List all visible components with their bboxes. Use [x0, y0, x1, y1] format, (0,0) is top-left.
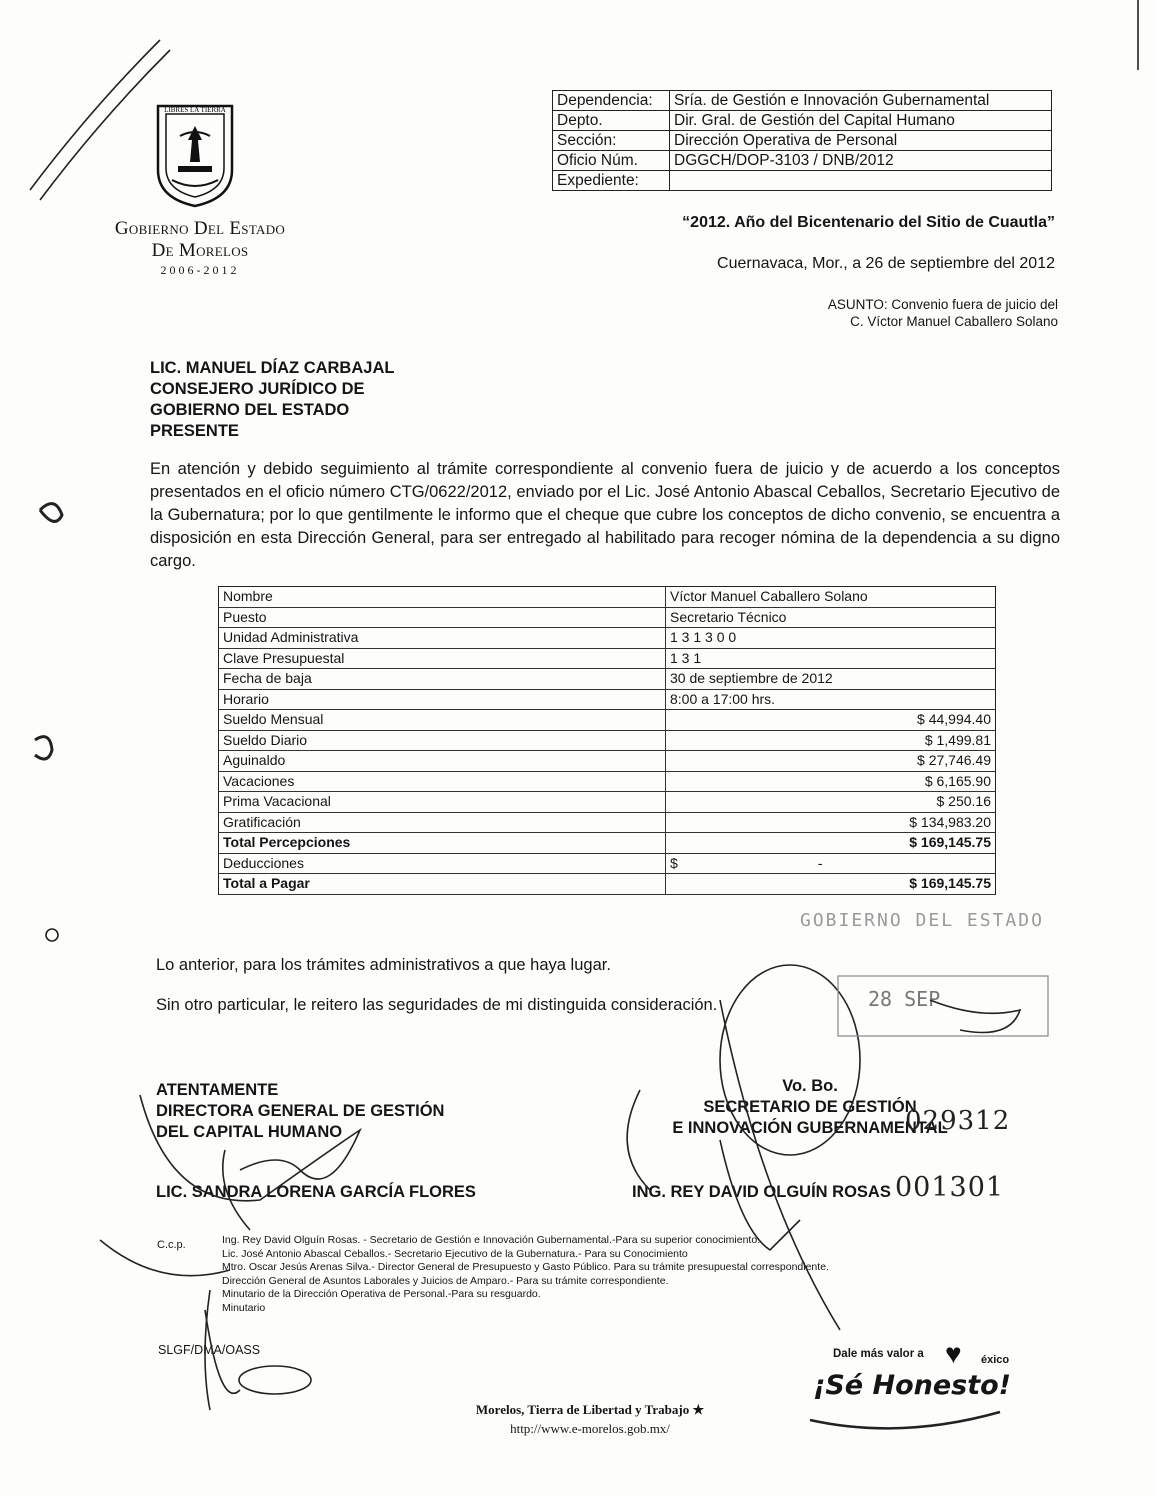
table-row-label: Vacaciones: [219, 771, 666, 792]
reference-label: Expediente:: [553, 171, 670, 191]
table-row-value: $ 134,983.20: [666, 812, 996, 833]
table-row: [219, 587, 996, 608]
table-row: [219, 853, 996, 874]
reference-label: Depto.: [553, 111, 670, 131]
signer-left-name: LIC. SANDRA LORENA GARCÍA FLORES: [156, 1183, 476, 1201]
table-row-label: Unidad Administrativa: [219, 628, 666, 649]
signature-block-left: [156, 1080, 444, 1143]
table-row: [219, 689, 996, 710]
punch-hole-mark: [40, 504, 62, 522]
stamp-number-1: 029312: [905, 1106, 1011, 1136]
reference-value: Dir. Gral. de Gestión del Capital Humano: [670, 111, 1052, 131]
body-paragraph: En atención y debido seguimiento al trámite correspondiente al convenio fuera de juicio y de acuerdo a los conceptos presentados en el oficio número CTG/0622/2012, enviado por el Lic. José Antonio Abascal Ceballos, Secretario Ejecutivo de la Gubernatura; por lo que gentilmente le informo que el cheque que cubre los conceptos de dicho convenio, se encuentra a disposición en esta Dirección General, para ser entregado al habilitado para recoger nómina de la dependencia a su digno cargo.: [150, 460, 1060, 570]
table-row-label: Gratificación: [219, 812, 666, 833]
sign-left-line-2: DIRECTORA GENERAL DE GESTIÓN: [156, 1102, 445, 1120]
ccp-item: Ing. Rey David Olguín Rosas. - Secretario de Gestión e Innovación Gubernamental.-Para su superior conocimiento.: [222, 1234, 761, 1246]
reference-label: Dependencia:: [553, 91, 670, 111]
reference-value: Sría. de Gestión e Innovación Gubernamental: [670, 91, 1052, 111]
table-row-value: 1 3 1 3 0 0: [666, 628, 996, 649]
table-row-value: $ 44,994.40: [666, 710, 996, 731]
settlement-table: [218, 586, 996, 895]
campaign-slogan: ¡Sé Honesto!: [813, 1370, 1011, 1401]
table-row-label: Puesto: [219, 607, 666, 628]
sign-right-line-1: Vo. Bo.: [782, 1077, 838, 1095]
reference-label: Oficio Núm.: [553, 151, 670, 171]
ccp-list: [222, 1234, 829, 1315]
reception-stamp-text: GOBIERNO DEL ESTADO: [800, 910, 1044, 931]
reference-label: Sección:: [553, 131, 670, 151]
initials-scribble: [239, 1366, 311, 1394]
ccp-item: Minutario de la Dirección Operativa de Personal.-Para su resguardo.: [222, 1288, 541, 1300]
reference-row: [553, 111, 1052, 131]
table-row: [219, 669, 996, 690]
reference-value: Dirección Operativa de Personal: [670, 131, 1052, 151]
table-row-label: Total a Pagar: [219, 874, 666, 895]
table-row-label: Deducciones: [219, 853, 666, 874]
ccp-item: Dirección General de Asuntos Laborales y Juicios de Amparo.- Para su trámite correspondiente.: [222, 1274, 669, 1287]
reference-row: [553, 171, 1052, 191]
addressee-organization: GOBIERNO DEL ESTADO: [150, 401, 350, 419]
signer-right-name: ING. REY DAVID OLGUÍN ROSAS: [632, 1183, 891, 1201]
government-name: [85, 218, 315, 278]
state-crest: [150, 100, 240, 210]
table-row-value: $ 27,746.49: [666, 751, 996, 772]
table-row-value: $ 250.16: [666, 792, 996, 813]
subject-line-1: ASUNTO: Convenio fuera de juicio del: [827, 297, 1058, 312]
closing-line-1: Lo anterior, para los trámites administrativos a que haya lugar.: [156, 956, 611, 974]
table-row-value: 1 3 1: [666, 648, 996, 669]
sign-left-line-1: ATENTAMENTE: [156, 1081, 279, 1099]
table-row-label: Nombre: [219, 587, 666, 608]
campaign-small-text: Dale más valor a: [833, 1348, 924, 1360]
ccp-item: Minutario: [222, 1301, 266, 1314]
reference-box: [552, 90, 1052, 191]
ccp-item: Mtro. Oscar Jesús Arenas Silva.- Director General de Presupuesto y Gasto Público. Para su trámite presupuestal correspondiente.: [222, 1261, 829, 1273]
stamp-number-2: 001301: [895, 1172, 1005, 1203]
table-row: [219, 792, 996, 813]
table-row-value: $ 6,165.90: [666, 771, 996, 792]
table-row: [219, 771, 996, 792]
ccp-label: C.c.p.: [157, 1239, 186, 1251]
footer: [440, 1400, 740, 1438]
table-row-label: Aguinaldo: [219, 751, 666, 772]
table-row: [219, 874, 996, 895]
table-row: [219, 607, 996, 628]
campaign-small-text-2: éxico: [981, 1354, 1010, 1366]
crest-motto: LIBRES LA TIERRA: [164, 106, 226, 114]
sign-right-line-2: SECRETARIO DE GESTIÓN: [703, 1098, 917, 1116]
table-row-value: $ 1,499.81: [666, 730, 996, 751]
table-row: [219, 710, 996, 731]
table-row: [219, 730, 996, 751]
table-row-value: 8:00 a 17:00 hrs.: [666, 689, 996, 710]
reference-value: [670, 171, 1052, 191]
administration-years: 2006-2012: [160, 263, 240, 277]
stamp-date: 28 SEP: [868, 987, 941, 1011]
subject-line-2: C. Víctor Manuel Caballero Solano: [850, 314, 1058, 329]
heart-icon: ♥: [945, 1338, 962, 1369]
table-row: [219, 751, 996, 772]
addressee-presente: PRESENTE: [150, 422, 239, 440]
table-row-value: $ 169,145.75: [666, 833, 996, 854]
table-row-label: Prima Vacacional: [219, 792, 666, 813]
reference-row: [553, 91, 1052, 111]
table-row: [219, 833, 996, 854]
government-line: Gobierno Del Estado: [114, 218, 286, 239]
table-row: [219, 628, 996, 649]
reference-initials: SLGF/DMA/OASS: [158, 1343, 261, 1357]
subject: [700, 296, 1058, 330]
reference-row: [553, 151, 1052, 171]
table-row-label: Clave Presupuestal: [219, 648, 666, 669]
sign-left-line-3: DEL CAPITAL HUMANO: [156, 1123, 343, 1141]
sign-right-line-3: E INNOVACIÓN GUBERNAMENTAL: [672, 1119, 948, 1137]
table-row-value: Secretario Técnico: [666, 607, 996, 628]
table-row-label: Sueldo Mensual: [219, 710, 666, 731]
table-row-value: Víctor Manuel Caballero Solano: [666, 587, 996, 608]
table-row-label: Horario: [219, 689, 666, 710]
scan-line-top-left: [30, 40, 160, 190]
table-row-value: $ -: [666, 853, 996, 874]
table-row-label: Sueldo Diario: [219, 730, 666, 751]
table-row-label: Fecha de baja: [219, 669, 666, 690]
reference-row: [553, 131, 1052, 151]
footer-url[interactable]: http://www.e-morelos.gob.mx/: [510, 1421, 670, 1436]
ccp-item: Lic. José Antonio Abascal Ceballos.- Secretario Ejecutivo de la Gubernatura.- Para su Conocimiento: [222, 1247, 688, 1260]
table-row: [219, 648, 996, 669]
addressee-name: LIC. MANUEL DÍAZ CARBAJAL: [150, 359, 395, 377]
table-row-value: 30 de septiembre de 2012: [666, 669, 996, 690]
state-line: De Morelos: [151, 240, 249, 261]
reference-value: DGGCH/DOP-3103 / DNB/2012: [670, 151, 1052, 171]
closing-line-2: Sin otro particular, le reitero las seguridades de mi distinguida consideración.: [156, 996, 718, 1014]
footer-slogan: Morelos, Tierra de Libertad y Trabajo ★: [475, 1402, 705, 1417]
table-row: [219, 812, 996, 833]
year-motto: “2012. Año del Bicentenario del Sitio de Cuautla”: [682, 214, 1055, 231]
place-and-date: Cuernavaca, Mor., a 26 de septiembre del 2012: [717, 255, 1055, 272]
addressee-title: CONSEJERO JURÍDICO DE: [150, 380, 365, 398]
addressee-block: [150, 358, 394, 442]
table-row-label: Total Percepciones: [219, 833, 666, 854]
table-row-value: $ 169,145.75: [666, 874, 996, 895]
